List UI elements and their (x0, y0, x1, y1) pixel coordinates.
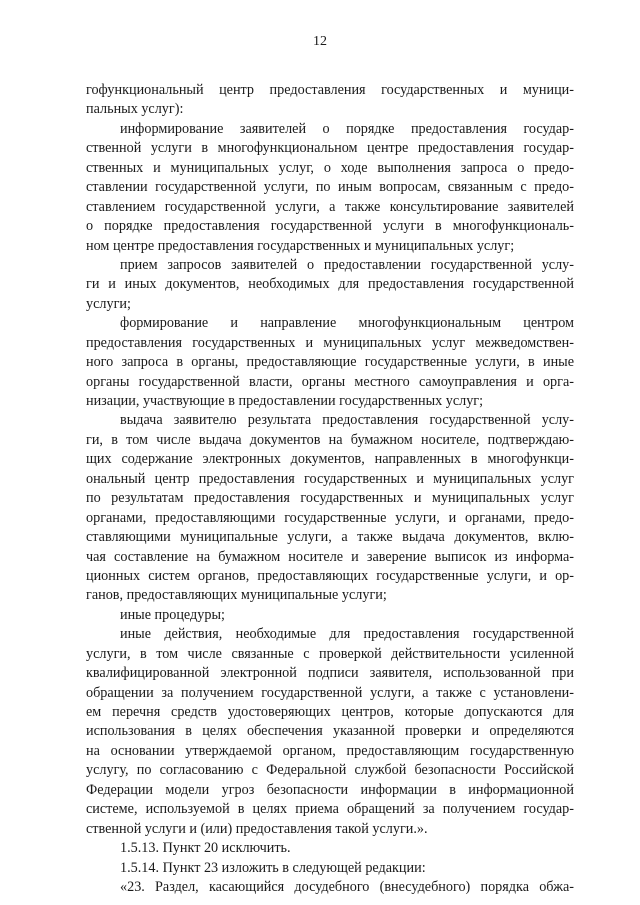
text-line: квалифицированной электронной подписи заявителя, использованной при (86, 665, 574, 682)
text-line: ставляющими муниципальные услуги, а также выдача документов, вклю- (86, 529, 574, 546)
text-line: ем перечня средств удостоверяющих центров, которые допускаются для (86, 704, 574, 720)
text-line: иные действия, необходимые для предоставления государственной (120, 626, 574, 643)
paragraph (86, 120, 574, 256)
paragraph (86, 625, 574, 839)
text-line: Федерации модели угроз безопасности информации в информационной (86, 781, 574, 798)
text-line: услугу, по согласованию с Федеральной службой безопасности Российской (86, 762, 574, 779)
text-line: использования в целях обеспечения указанной проверки и определяются (86, 723, 574, 740)
paragraph (86, 256, 574, 314)
text-line: прием запросов заявителей о предоставлении государственной услу- (120, 256, 574, 273)
text-line: щих содержание электронных документов, направленных в многофункци- (86, 451, 574, 468)
text-line: ги и иных документов, необходимых для предоставления государственной (86, 276, 574, 293)
text-line: ставлением государственной услуги, а также консультирование заявителей (86, 198, 574, 215)
text-line: по результатам предоставления государственных и муниципальных услуг (86, 490, 574, 507)
text-line: системе, используемой в целях приема обращений за получением государ- (86, 801, 574, 818)
text-line: 1.5.14. Пункт 23 изложить в следующей редакции: (120, 859, 426, 876)
text-line: органами, предоставляющими государственные услуги, и органами, предо- (86, 509, 574, 526)
text-line: выдача заявителю результата предоставления государственной услу- (120, 412, 574, 429)
text-line: услуги, в том числе связанные с проверкой действительности усиленной (86, 645, 574, 662)
paragraph (86, 859, 574, 878)
text-line: ганов, предоставляющих муниципальные услуги; (86, 587, 387, 604)
page-number: 12 (313, 34, 327, 49)
text-line: ственных и муниципальных услуг, о ходе выполнения запроса о предо- (86, 159, 574, 176)
text-line: ональный центр предоставления государственных и муниципальных услуг (86, 470, 574, 487)
text-line: услуги; (86, 295, 131, 312)
text-line: информирование заявителей о порядке предоставления государ- (120, 120, 574, 137)
paragraph (86, 314, 574, 411)
text-line: ги, в том числе выдача документов на бумажном носителе, подтверждаю- (86, 431, 574, 448)
paragraph (86, 878, 574, 897)
text-line: «23. Раздел, касающийся досудебного (внесудебного) порядка обжа- (120, 878, 574, 895)
text-line: иные процедуры; (120, 606, 225, 623)
text-line: гофункциональный центр предоставления государственных и муници- (86, 82, 574, 98)
text-line: ного запроса в органы, предоставляющие государственные услуги, в иные (86, 354, 574, 371)
document-body (86, 81, 574, 897)
text-line: на основании утверждаемой органом, предоставляющим государственную (86, 742, 574, 759)
text-line: формирование и направление многофункциональным центром (120, 315, 574, 332)
paragraph (86, 606, 574, 625)
text-line: 1.5.13. Пункт 20 исключить. (120, 840, 291, 857)
text-line: обращении за получением государственной услуги, а также с установлени- (86, 684, 574, 701)
text-line: ственной услуги в многофункциональном центре предоставления государ- (86, 140, 574, 157)
text-line: пальных услуг): (86, 101, 184, 118)
text-line: ном центре предоставления государственных и муниципальных услуг; (86, 237, 515, 254)
text-line: низации, участвующие в предоставлении государственных услуг; (86, 393, 484, 409)
text-line: чая составление на бумажном носителе и заверение выписок из информа- (86, 548, 574, 565)
text-line: органы государственной власти, органы местного самоуправления и орга- (86, 373, 574, 390)
text-line: ционных систем органов, предоставляющих государственные услуги, и ор- (86, 567, 574, 584)
text-line: ставлении государственной услуги, по иным вопросам, связанным с предо- (86, 179, 574, 196)
paragraph (86, 839, 574, 858)
text-line: предоставления государственных и муниципальных услуг межведомствен- (86, 334, 574, 351)
text-line: ственной услуги и (или) предоставления такой услуги.». (86, 820, 428, 837)
paragraph (86, 81, 574, 120)
paragraph (86, 411, 574, 605)
text-line: о порядке предоставления государственной услуги в многофункциональ- (86, 218, 574, 235)
